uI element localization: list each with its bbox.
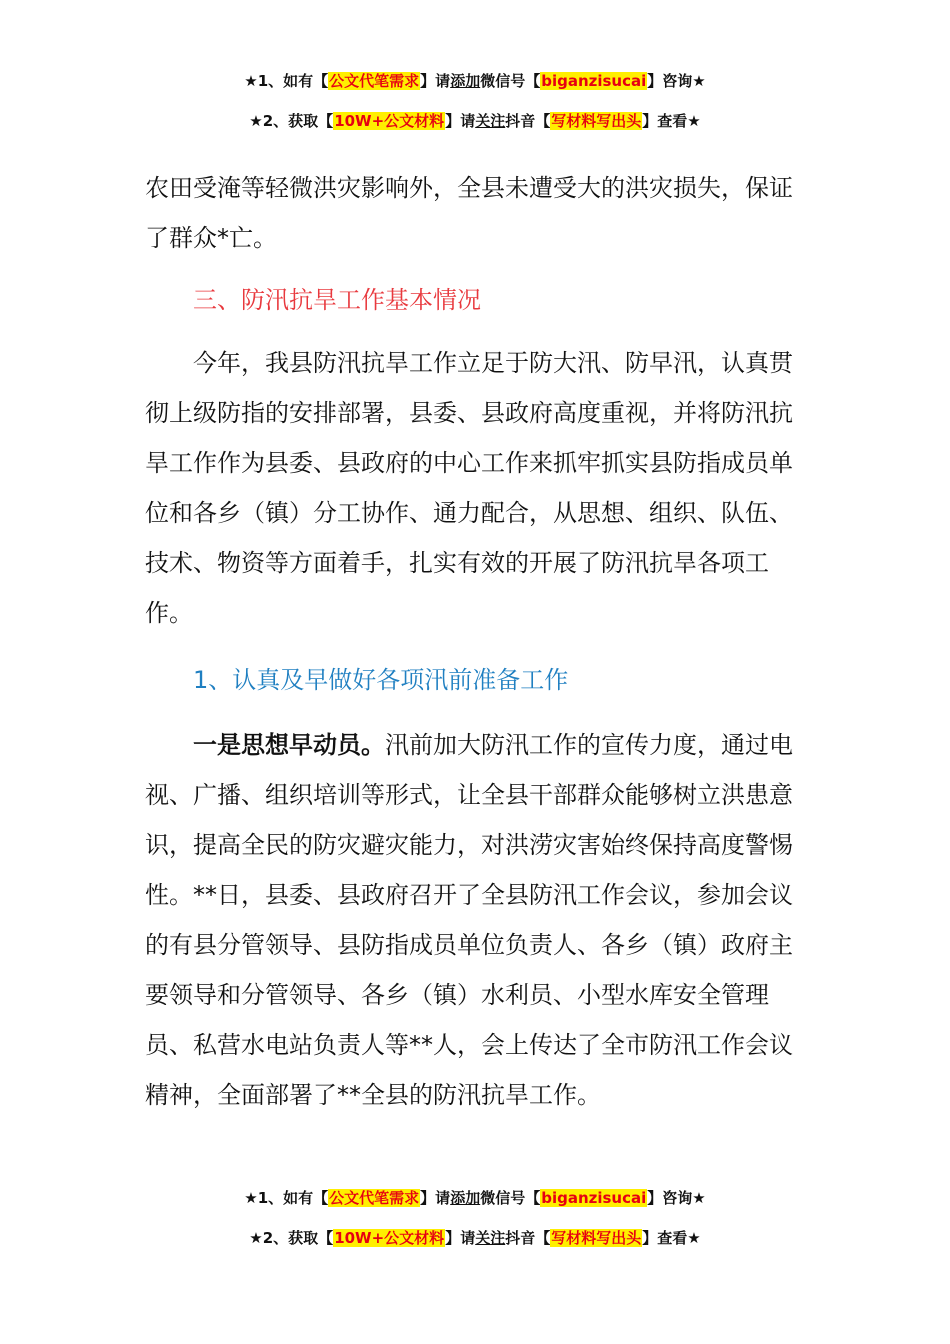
section-heading-3: 三、防汛抗旱工作基本情况: [193, 286, 481, 314]
banner-highlight: 公文代笔需求: [329, 1189, 420, 1207]
banner-text: 】查看★: [642, 1229, 701, 1247]
subheading-1: 1、认真及早做好各项汛前准备工作: [193, 666, 569, 694]
banner-text: 】咨询★: [647, 1189, 706, 1207]
banner-underline: 关注: [475, 112, 506, 130]
banner-highlight: 10W+公文材料: [334, 1229, 445, 1247]
banner-text: 抖音【: [505, 1229, 551, 1247]
banner-text: 抖音【: [505, 112, 551, 130]
promo-banner-line-1-bottom: [0, 1187, 950, 1209]
banner-highlight: 公文代笔需求: [329, 72, 420, 90]
banner-text: 】请: [420, 72, 451, 90]
banner-text: ★1、如有【: [244, 1189, 329, 1207]
banner-text: 】咨询★: [647, 72, 706, 90]
banner-highlight: biganzisucai: [541, 1189, 647, 1207]
banner-highlight: 10W+公文材料: [334, 112, 445, 130]
banner-text: ★2、获取【: [249, 1229, 334, 1247]
paragraph-overview: 今年，我县防汛抗旱工作立足于防大汛、防早汛，认真贯彻上级防指的安排部署，县委、县政府高度重视，并将防汛抗旱工作作为县委、县政府的中心工作来抓牢抓实县防指成员单位和各乡（镇）分工协作、通力配合，从思想、组织、队伍、技术、物资等方面着手，扎实有效的开展了防汛抗旱各项工作。: [145, 349, 793, 627]
promo-banner-line-2-top: [0, 110, 950, 132]
banner-highlight: 写材料写出头: [551, 112, 642, 130]
banner-text: ★2、获取【: [249, 112, 334, 130]
paragraph-text: 汛前加大防汛工作的宣传力度，通过电视、广播、组织培训等形式，让全县干部群众能够树立洪患意识，提高全民的防灾避灾能力，对洪涝灾害始终保持高度警惕性。**日，县委、县政府召开了全县防汛工作会议，参加会议的有县分管领导、县防指成员单位负责人、各乡（镇）政府主要领导和分管领导、各乡（镇）水利员、小型水库安全管理员、私营水电站负责人等**人，会上传达了全市防汛工作会议精神，全面部署了**全县的防汛抗旱工作。: [145, 731, 793, 1109]
paragraph-early-mobilization: [145, 720, 815, 1120]
banner-text: 】请: [445, 1229, 476, 1247]
banner-underline: 添加: [450, 1189, 481, 1207]
banner-underline: 添加: [450, 72, 481, 90]
lead-phrase: 一是思想早动员。: [193, 731, 385, 759]
banner-text: ★1、如有【: [244, 72, 329, 90]
banner-text: 】请: [445, 112, 476, 130]
banner-text: 微信号【: [480, 72, 541, 90]
paragraph-flood-impact: 农田受淹等轻微洪灾影响外，全县未遭受大的洪灾损失，保证了群众*亡。: [145, 174, 793, 252]
banner-text: 】请: [420, 1189, 451, 1207]
promo-banner-line-2-bottom: [0, 1227, 950, 1249]
promo-banner-line-1-top: [0, 70, 950, 92]
banner-text: 微信号【: [480, 1189, 541, 1207]
banner-text: 】查看★: [642, 112, 701, 130]
banner-underline: 关注: [475, 1229, 506, 1247]
banner-highlight: 写材料写出头: [551, 1229, 642, 1247]
banner-highlight: biganzisucai: [541, 72, 647, 90]
